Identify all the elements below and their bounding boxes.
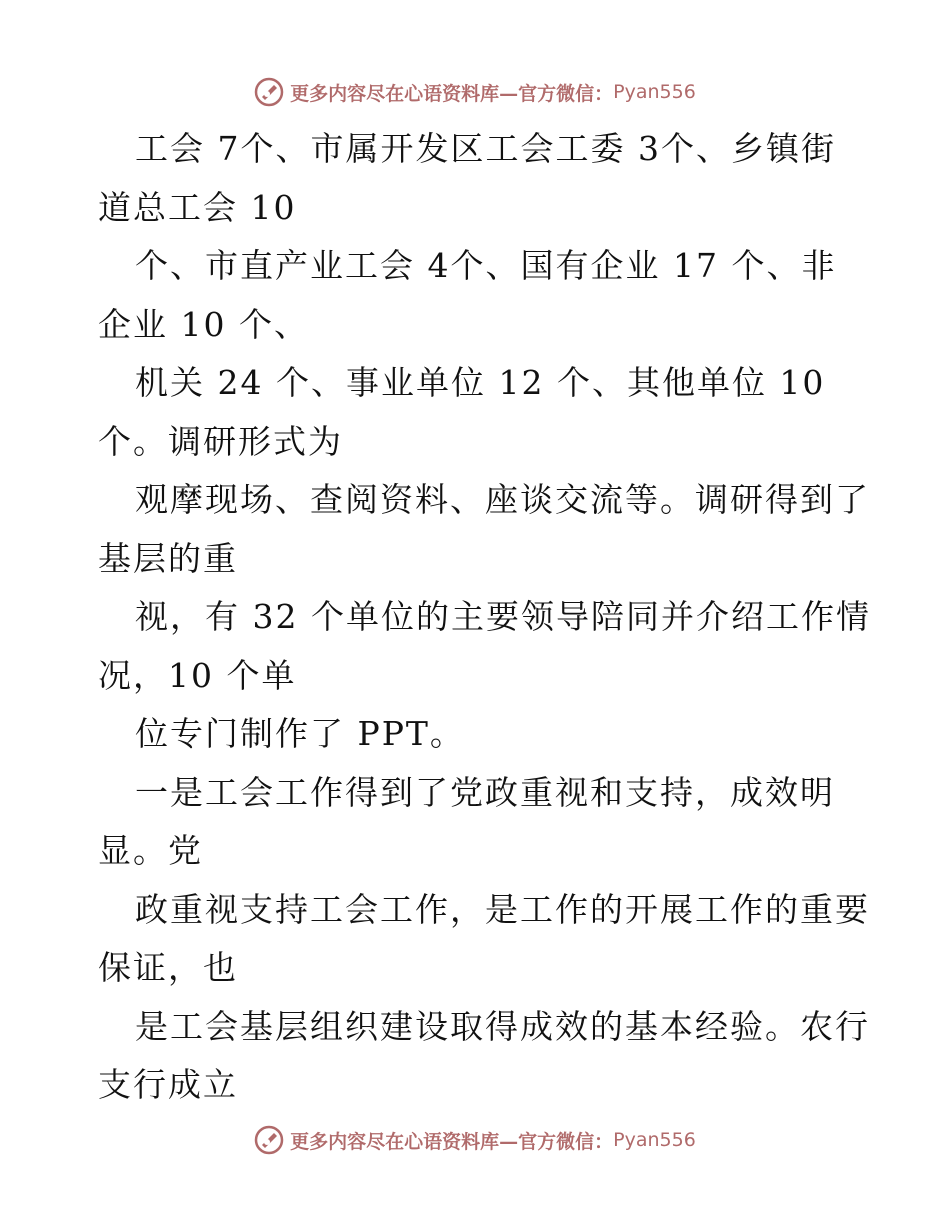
text-line: 保证，也 [98, 948, 238, 987]
text-line: 企业 10 个、 [98, 304, 309, 344]
text-line: 显。党 [98, 831, 203, 870]
text-line: 支行成立 [98, 1065, 238, 1104]
header-banner-text: 更多内容尽在心语资料库—官方微信： [290, 82, 614, 105]
document-body [98, 120, 871, 1115]
footer-banner [0, 1120, 950, 1160]
text-line: 工会 7个、市属开发区工会工委 3个、乡镇街 [135, 129, 836, 168]
text-line: 视，有 32 个单位的主要领导陪同并介绍工作情 [135, 597, 871, 636]
brand-logo-icon [254, 77, 284, 107]
text-line: 机关 24 个、事业单位 12 个、其他单位 10 [135, 363, 826, 402]
text-line: 道总工会 10 [98, 187, 297, 227]
text-line: 况，10 个单 [98, 655, 297, 695]
text-line: 个、市直产业工会 4个、国有企业 17 个、非 [135, 246, 837, 285]
header-banner [0, 72, 950, 112]
text-line: 基层的重 [98, 538, 238, 578]
text-line: 一是工会工作得到了党政重视和支持，成效明 [135, 772, 835, 812]
text-line: 是工会基层组织建设取得成效的基本经验。农行 [135, 1006, 870, 1046]
footer-banner-wechat: Pyan556 [613, 1129, 696, 1151]
footer-banner-text: 更多内容尽在心语资料库—官方微信： [290, 1130, 614, 1153]
text-line: 个。调研形式为 [98, 421, 343, 461]
brand-logo-icon [254, 1125, 284, 1155]
text-line: 位专门制作了 PPT。 [135, 714, 465, 753]
text-line: 政重视支持工会工作，是工作的开展工作的重要 [135, 889, 870, 929]
header-banner-wechat: Pyan556 [613, 81, 696, 103]
text-line: 观摩现场、查阅资料、座谈交流等。调研得到了 [135, 480, 870, 519]
